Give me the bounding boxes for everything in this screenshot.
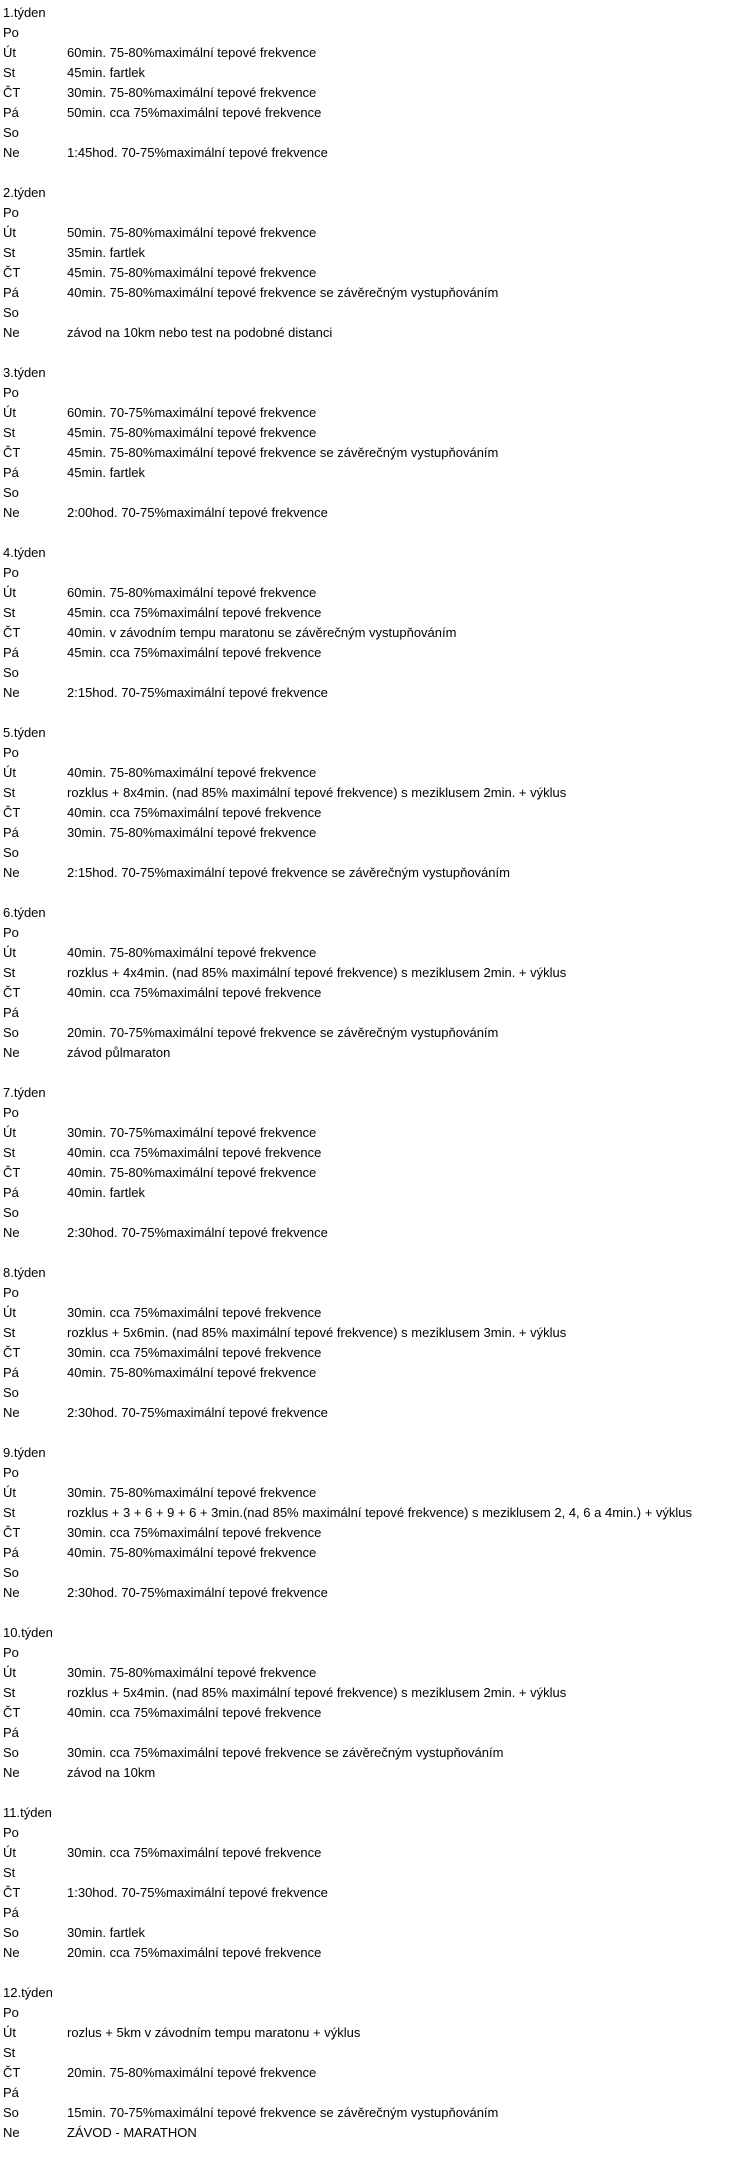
day-activity: 40min. 75-80%maximální tepové frekvence [67,1545,317,1560]
day-activity: 40min. 75-80%maximální tepové frekvence [67,765,317,780]
day-label: Ne [3,1585,20,1600]
day-row [3,603,731,623]
day-label: Ne [3,685,20,700]
day-activity [67,1563,731,1583]
day-activity: 30min. 75-80%maximální tepové frekvence [67,1485,317,1500]
day-label: So [3,1745,19,1760]
week-title: 3.týden [3,365,46,380]
day-row [3,943,731,963]
day-row [3,1303,731,1323]
day-activity: rozlus + 5km v závodním tempu maratonu + výklus [67,2025,361,2040]
day-row [3,1683,731,1703]
day-row [3,683,731,703]
day-label: Po [3,925,19,940]
day-label: St [3,1325,16,1340]
day-label: Út [3,1125,16,1140]
day-row [3,1923,731,1943]
day-label: Pá [3,1545,19,1560]
day-label: St [3,1865,16,1880]
day-activity: 30min. cca 75%maximální tepové frekvence [67,1305,322,1320]
day-row [3,1003,731,1023]
day-row [3,423,731,443]
day-label: Pá [3,1725,19,1740]
day-row [3,1283,731,1303]
day-activity: závod na 10km [67,1765,156,1780]
day-row [3,643,731,663]
day-label: Po [3,385,19,400]
week-title: 2.týden [3,185,46,200]
day-row [3,383,731,403]
day-label: Pá [3,105,19,120]
day-activity: závod půlmaraton [67,1045,171,1060]
day-row [3,223,731,243]
day-activity: 50min. 75-80%maximální tepové frekvence [67,225,317,240]
day-label: So [3,1385,19,1400]
day-label: Ne [3,1405,20,1420]
day-activity: ZÁVOD - MARATHON [67,2125,197,2140]
day-activity [67,483,731,503]
day-row [3,1723,731,1743]
day-row [3,63,731,83]
day-activity [67,1643,731,1663]
day-activity: 1:45hod. 70-75%maximální tepové frekvence [67,145,328,160]
day-row [3,743,731,763]
day-row [3,143,731,163]
day-activity: 40min. cca 75%maximální tepové frekvence [67,1705,322,1720]
day-label: ČT [3,265,21,280]
day-label: St [3,65,16,80]
day-label: Ne [3,505,20,520]
day-label: Ne [3,1045,20,1060]
day-label: Ne [3,865,20,880]
day-label: Po [3,745,19,760]
day-activity: 45min. cca 75%maximální tepové frekvence [67,605,322,620]
day-label: St [3,605,16,620]
day-row [3,1383,731,1403]
week-title: 11.týden [3,1805,52,1820]
day-activity: rozklus + 4x4min. (nad 85% maximální tepové frekvence) s meziklusem 2min. + výklus [67,965,567,980]
day-row [3,463,731,483]
day-activity: 20min. 70-75%maximální tepové frekvence se závěrečným vystupňováním [67,1025,499,1040]
day-activity: 40min. v závodním tempu maratonu se závěrečným vystupňováním [67,625,457,640]
day-row [3,2063,731,2083]
day-label: Pá [3,285,19,300]
week-section [3,363,731,523]
day-row [3,1223,731,1243]
day-row [3,1863,731,1883]
day-activity [67,743,731,763]
day-activity [67,2043,731,2063]
day-activity: 2:15hod. 70-75%maximální tepové frekvence [67,685,328,700]
day-activity: rozklus + 8x4min. (nad 85% maximální tepové frekvence) s meziklusem 2min. + výklus [67,785,567,800]
day-label: ČT [3,1165,21,1180]
day-activity: 45min. 75-80%maximální tepové frekvence [67,265,317,280]
day-row [3,1123,731,1143]
day-row [3,923,731,943]
day-activity [67,663,731,683]
day-label: So [3,485,19,500]
day-row [3,1563,731,1583]
day-row [3,983,731,1003]
day-row [3,1363,731,1383]
week-title: 9.týden [3,1445,46,1460]
day-label: So [3,1025,19,1040]
day-activity: 45min. cca 75%maximální tepové frekvence [67,645,322,660]
day-row [3,1403,731,1423]
week-section [3,1083,731,1243]
day-label: St [3,245,16,260]
day-row [3,1163,731,1183]
day-label: ČT [3,1345,21,1360]
day-activity: 1:30hod. 70-75%maximální tepové frekvence [67,1885,328,1900]
week-title: 12.týden [3,1985,53,2000]
week-section [3,1983,731,2143]
day-row [3,763,731,783]
day-row [3,663,731,683]
day-activity: 45min. 75-80%maximální tepové frekvence [67,425,317,440]
day-activity [67,1463,731,1483]
day-activity [67,1203,731,1223]
day-label: ČT [3,625,21,640]
day-activity: 2:30hod. 70-75%maximální tepové frekvence [67,1405,328,1420]
day-label: So [3,125,19,140]
week-section [3,1443,731,1603]
day-label: Út [3,1485,16,1500]
day-activity: 45min. fartlek [67,465,146,480]
day-row [3,283,731,303]
day-label: St [3,1685,16,1700]
day-row [3,83,731,103]
day-activity [67,1103,731,1123]
day-row [3,1043,731,1063]
day-label: ČT [3,805,21,820]
day-label: ČT [3,985,21,1000]
week-section [3,723,731,883]
day-activity: 40min. 75-80%maximální tepové frekvence [67,1365,317,1380]
day-activity: 35min. fartlek [67,245,146,260]
day-activity: 2:30hod. 70-75%maximální tepové frekvence [67,1585,328,1600]
day-row [3,2043,731,2063]
day-label: Po [3,25,19,40]
day-label: Pá [3,825,19,840]
day-row [3,1583,731,1603]
day-row [3,863,731,883]
day-row [3,123,731,143]
day-row [3,1343,731,1363]
day-label: Po [3,1465,19,1480]
day-activity: 30min. 75-80%maximální tepové frekvence [67,825,317,840]
week-title: 7.týden [3,1085,46,1100]
day-row [3,23,731,43]
day-row [3,563,731,583]
day-activity: 30min. cca 75%maximální tepové frekvence se závěrečným vystupňováním [67,1745,504,1760]
day-activity [67,1863,731,1883]
day-activity: 30min. 70-75%maximální tepové frekvence [67,1125,317,1140]
day-label: So [3,845,19,860]
day-activity [67,2083,731,2103]
day-activity [67,2003,731,2023]
day-row [3,2023,731,2043]
week-title: 4.týden [3,545,46,560]
day-activity: 30min. cca 75%maximální tepové frekvence [67,1525,322,1540]
day-activity [67,1823,731,1843]
day-label: Ne [3,2125,20,2140]
day-activity: 20min. cca 75%maximální tepové frekvence [67,1945,322,1960]
day-label: Po [3,1285,19,1300]
day-activity: 30min. 75-80%maximální tepové frekvence [67,1665,317,1680]
week-title: 8.týden [3,1265,46,1280]
week-title: 1.týden [3,5,46,20]
week-section [3,903,731,1063]
day-row [3,1543,731,1563]
week-section [3,543,731,703]
day-row [3,623,731,643]
day-activity: 20min. 75-80%maximální tepové frekvence [67,2065,317,2080]
day-row [3,1203,731,1223]
day-label: St [3,785,16,800]
day-row [3,1463,731,1483]
day-label: Út [3,405,16,420]
day-row [3,1883,731,1903]
day-activity: 40min. 75-80%maximální tepové frekvence [67,945,317,960]
day-row [3,1503,731,1523]
day-row [3,2123,731,2143]
day-activity: 60min. 75-80%maximální tepové frekvence [67,585,317,600]
day-activity [67,1723,731,1743]
day-row [3,1743,731,1763]
day-label: St [3,2045,16,2060]
day-activity: 2:30hod. 70-75%maximální tepové frekvence [67,1225,328,1240]
week-section [3,1803,731,1963]
day-row [3,1143,731,1163]
day-label: Ne [3,1765,20,1780]
day-row [3,303,731,323]
day-label: Po [3,205,19,220]
day-activity: 50min. cca 75%maximální tepové frekvence [67,105,322,120]
day-label: Po [3,565,19,580]
day-label: Pá [3,2085,19,2100]
day-label: Út [3,1665,16,1680]
day-row [3,503,731,523]
day-row [3,1643,731,1663]
day-label: St [3,1505,16,1520]
day-label: Ne [3,1945,20,1960]
day-label: ČT [3,85,21,100]
week-title: 5.týden [3,725,46,740]
day-label: Ne [3,1225,20,1240]
day-activity [67,563,731,583]
day-row [3,843,731,863]
day-label: Pá [3,1905,19,1920]
day-activity: 45min. 75-80%maximální tepové frekvence se závěrečným vystupňováním [67,445,499,460]
day-activity: 30min. cca 75%maximální tepové frekvence [67,1345,322,1360]
day-label: Pá [3,1185,19,1200]
day-row [3,1483,731,1503]
day-label: Pá [3,465,19,480]
week-title: 10.týden [3,1625,53,1640]
week-section [3,3,731,163]
day-label: ČT [3,1705,21,1720]
day-activity: 60min. 75-80%maximální tepové frekvence [67,45,317,60]
day-activity [67,1903,731,1923]
day-label: Pá [3,1005,19,1020]
day-activity [67,1283,731,1303]
day-activity: 30min. 75-80%maximální tepové frekvence [67,85,317,100]
day-label: Út [3,225,16,240]
day-activity: rozklus + 5x4min. (nad 85% maximální tepové frekvence) s meziklusem 2min. + výklus [67,1685,567,1700]
day-row [3,803,731,823]
day-label: Út [3,45,16,60]
day-activity: 40min. 75-80%maximální tepové frekvence [67,1165,317,1180]
day-activity: 30min. cca 75%maximální tepové frekvence [67,1845,322,1860]
day-label: Ne [3,325,20,340]
day-label: St [3,425,16,440]
day-label: Po [3,1825,19,1840]
day-label: Út [3,1305,16,1320]
day-label: ČT [3,445,21,460]
day-label: Po [3,1645,19,1660]
day-activity [67,923,731,943]
day-label: So [3,1565,19,1580]
day-row [3,1843,731,1863]
day-label: So [3,305,19,320]
day-activity: 40min. fartlek [67,1185,146,1200]
day-row [3,103,731,123]
day-activity [67,843,731,863]
day-row [3,2083,731,2103]
day-row [3,2003,731,2023]
day-label: Ne [3,145,20,160]
day-activity: 40min. cca 75%maximální tepové frekvence [67,805,322,820]
day-row [3,963,731,983]
day-activity: 60min. 70-75%maximální tepové frekvence [67,405,317,420]
day-activity: 2:15hod. 70-75%maximální tepové frekvence se závěrečným vystupňováním [67,865,510,880]
day-label: So [3,665,19,680]
day-label: Pá [3,645,19,660]
day-row [3,823,731,843]
day-activity [67,203,731,223]
day-label: ČT [3,1885,21,1900]
day-row [3,203,731,223]
week-section [3,183,731,343]
day-row [3,1663,731,1683]
day-activity: 2:00hod. 70-75%maximální tepové frekvence [67,505,328,520]
day-activity: 40min. cca 75%maximální tepové frekvence [67,985,322,1000]
day-row [3,1183,731,1203]
day-label: So [3,1925,19,1940]
day-label: Út [3,945,16,960]
training-plan [3,3,731,2163]
day-row [3,243,731,263]
day-row [3,1523,731,1543]
day-row [3,583,731,603]
day-label: Po [3,2005,19,2020]
day-activity [67,123,731,143]
day-row [3,1943,731,1963]
day-label: So [3,1205,19,1220]
week-section [3,1263,731,1423]
day-activity: rozklus + 3 + 6 + 9 + 6 + 3min.(nad 85% maximální tepové frekvence) s meziklusem 2, 4, 6 a 4min.) + výklus [67,1505,693,1520]
day-row [3,1023,731,1043]
day-activity: 45min. fartlek [67,65,146,80]
day-label: Út [3,765,16,780]
day-row [3,1103,731,1123]
day-label: Út [3,1845,16,1860]
day-activity [67,23,731,43]
day-row [3,1823,731,1843]
week-section [3,1623,731,1783]
day-activity: 15min. 70-75%maximální tepové frekvence se závěrečným vystupňováním [67,2105,499,2120]
day-label: ČT [3,1525,21,1540]
day-row [3,323,731,343]
day-activity: rozklus + 5x6min. (nad 85% maximální tepové frekvence) s meziklusem 3min. + výklus [67,1325,567,1340]
day-label: Út [3,585,16,600]
day-label: So [3,2105,19,2120]
day-label: St [3,965,16,980]
day-row [3,1903,731,1923]
day-label: Út [3,2025,16,2040]
day-row [3,483,731,503]
day-activity [67,303,731,323]
day-activity: 30min. fartlek [67,1925,146,1940]
day-label: St [3,1145,16,1160]
week-title: 6.týden [3,905,46,920]
day-row [3,443,731,463]
day-row [3,783,731,803]
day-activity: 40min. cca 75%maximální tepové frekvence [67,1145,322,1160]
day-label: Po [3,1105,19,1120]
day-row [3,43,731,63]
day-label: ČT [3,2065,21,2080]
day-activity [67,383,731,403]
day-label: Pá [3,1365,19,1380]
day-activity: závod na 10km nebo test na podobné distanci [67,325,333,340]
day-row [3,1703,731,1723]
day-row [3,263,731,283]
day-row [3,1763,731,1783]
day-activity [67,1383,731,1403]
day-activity [67,1003,731,1023]
day-row [3,1323,731,1343]
day-row [3,2103,731,2123]
day-activity: 40min. 75-80%maximální tepové frekvence se závěrečným vystupňováním [67,285,499,300]
day-row [3,403,731,423]
